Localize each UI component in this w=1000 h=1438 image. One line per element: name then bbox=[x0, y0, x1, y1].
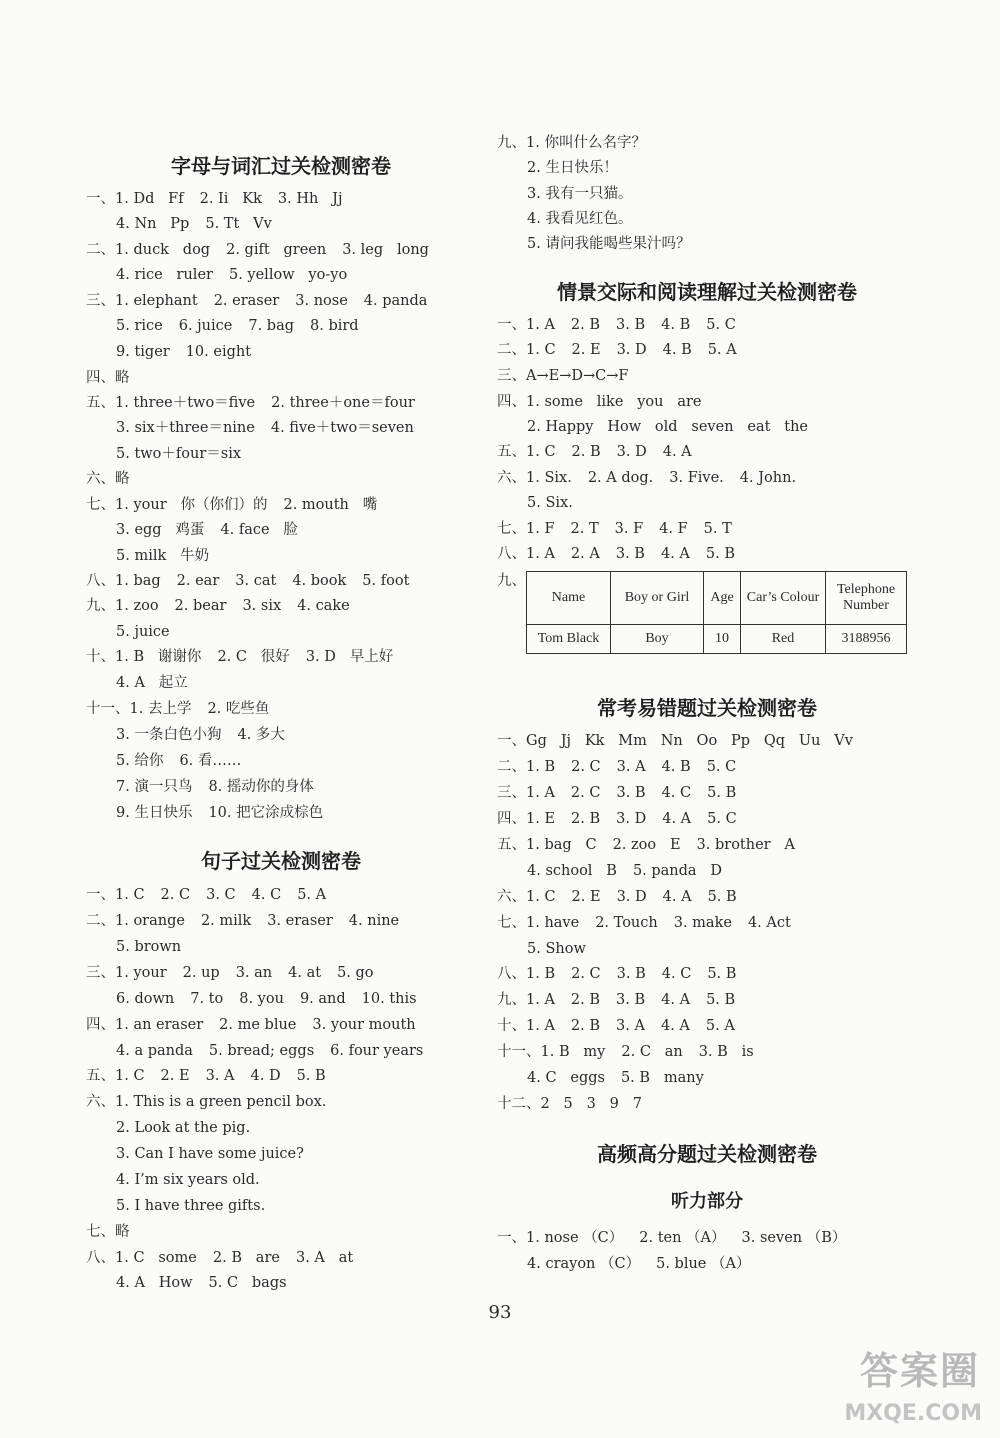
answer-item: 5. bread; eggs bbox=[208, 1043, 315, 1059]
answer-item: 5. go bbox=[337, 965, 374, 981]
answer-item: 8. 摇动你的身体 bbox=[208, 779, 314, 795]
answer-line bbox=[116, 1273, 303, 1293]
answer-line bbox=[497, 442, 708, 462]
answer-item: 2. E bbox=[571, 889, 601, 905]
answer-item: 4. B bbox=[661, 759, 691, 775]
answer-item: 6. down bbox=[116, 991, 175, 1007]
answer-item: 4. I’m six years old. bbox=[116, 1172, 260, 1188]
answer-item: 2. A dog. bbox=[587, 470, 654, 486]
answer-item: 5. foot bbox=[362, 573, 410, 589]
answer-item: 4. C bbox=[661, 966, 692, 982]
table-header-cell: Car’s Colour bbox=[741, 572, 826, 625]
answer-item: 10. 把它涂成棕色 bbox=[208, 805, 324, 821]
answer-item: 3. six＋three＝nine bbox=[116, 420, 255, 436]
answer-line bbox=[527, 209, 648, 229]
answer-item: 4. A bbox=[662, 444, 692, 460]
answer-line bbox=[86, 368, 146, 388]
answer-item: 2. E bbox=[160, 1068, 190, 1084]
answer-line bbox=[116, 214, 288, 234]
answer-item: 4. five＋two＝seven bbox=[270, 420, 414, 436]
answer-item: 十一、1. 去上学 bbox=[86, 701, 192, 717]
answer-item: 2. B bbox=[570, 1018, 601, 1034]
answer-item: 4. Act bbox=[747, 915, 791, 931]
answer-item: 10. eight bbox=[185, 344, 252, 360]
answer-line bbox=[497, 964, 752, 984]
answer-item: 2. bear bbox=[174, 598, 227, 614]
answer-item: 六、略 bbox=[86, 471, 130, 487]
answer-item: 一、1. A bbox=[497, 317, 555, 333]
answer-item: 2. milk bbox=[200, 913, 252, 929]
answer-line bbox=[527, 939, 602, 959]
answer-item: 2. A bbox=[570, 546, 600, 562]
answer-item: 一、Gg Jj Kk Mm Nn Oo Pp Qq Uu Vv bbox=[497, 733, 853, 749]
answer-item: 3. brother A bbox=[696, 837, 795, 853]
answer-item: 4. F bbox=[659, 521, 688, 537]
answer-item: 6. juice bbox=[178, 318, 233, 334]
answer-item: 5. C bags bbox=[208, 1275, 287, 1291]
answer-line bbox=[86, 1222, 146, 1242]
table-cell: 3188956 bbox=[826, 625, 907, 654]
answer-line bbox=[497, 1016, 751, 1036]
answer-line bbox=[116, 546, 225, 566]
answer-item: 5. B bbox=[705, 546, 735, 562]
answer-item: 三、1. A bbox=[497, 785, 555, 801]
answer-line bbox=[86, 240, 445, 260]
answer-item: 十、1. B 谢谢你 bbox=[86, 649, 202, 665]
answer-item: 4. 多大 bbox=[237, 727, 285, 743]
answer-item: 三、A→E→D→C→F bbox=[497, 368, 629, 384]
answer-line bbox=[497, 366, 644, 386]
table-cell: Red bbox=[741, 625, 826, 654]
answer-item: 七、略 bbox=[86, 1224, 130, 1240]
answer-item: 5. panda D bbox=[632, 863, 723, 879]
table-header-row bbox=[527, 572, 907, 625]
answer-line bbox=[527, 1068, 720, 1088]
answer-item: 五、1. three＋two＝five bbox=[86, 395, 256, 411]
answer-item: 3. D bbox=[616, 889, 647, 905]
answer-item: 3. B is bbox=[698, 1044, 754, 1060]
table-cell: 10 bbox=[704, 625, 741, 654]
answer-item: 五、1. C bbox=[86, 1068, 145, 1084]
answer-item: 3. A bbox=[616, 759, 646, 775]
answer-item: 一、1. Dd Ff bbox=[86, 191, 184, 207]
answer-item: 3. B bbox=[616, 317, 646, 333]
answer-item: 3. 一条白色小狗 bbox=[116, 727, 222, 743]
answer-item: 2. Happy How old seven eat the bbox=[527, 419, 808, 435]
answer-item: 4. C eggs bbox=[527, 1070, 605, 1086]
answer-item: 4. C bbox=[661, 785, 692, 801]
answer-line bbox=[86, 393, 431, 413]
answer-item: 5. B bbox=[707, 966, 737, 982]
answer-item: 四、1. E bbox=[497, 811, 556, 827]
answer-item: 3. nose bbox=[295, 293, 348, 309]
answer-line bbox=[86, 911, 415, 931]
answer-item: 5. B bbox=[707, 889, 737, 905]
answer-item: 5. two＋four＝six bbox=[116, 446, 242, 462]
answer-line bbox=[116, 937, 197, 957]
table-cell: Tom Black bbox=[527, 625, 611, 654]
answer-item: 5. A bbox=[297, 887, 327, 903]
answer-item: 2. C an bbox=[621, 1044, 683, 1060]
answer-item: 3. egg 鸡蛋 bbox=[116, 522, 205, 538]
answer-item: 2. B bbox=[571, 811, 601, 827]
answer-item: 2. C 很好 bbox=[217, 649, 290, 665]
answer-item: 8. bird bbox=[310, 318, 359, 334]
answer-item: 6. four years bbox=[330, 1043, 424, 1059]
answer-line bbox=[527, 861, 738, 881]
answer-item: 2. gift green bbox=[226, 242, 327, 258]
answer-line bbox=[116, 418, 430, 438]
answer-line bbox=[116, 1118, 266, 1138]
answer-item: 2. B are bbox=[212, 1250, 280, 1266]
answer-line bbox=[116, 1170, 276, 1190]
answer-item: 一、1. nose （C） bbox=[497, 1230, 624, 1246]
answer-line bbox=[86, 1092, 342, 1112]
answer-item: 4. 我看见红色。 bbox=[527, 211, 633, 227]
answer-line bbox=[86, 963, 390, 983]
answer-item: 七、1. F bbox=[497, 521, 555, 537]
answer-item: 3. B bbox=[616, 966, 646, 982]
answer-item: 3. D bbox=[616, 811, 647, 827]
answer-item: 2. Look at the pig. bbox=[116, 1120, 251, 1136]
answer-item: 十、1. A bbox=[497, 1018, 555, 1034]
section-title: 听力部分 bbox=[671, 1191, 743, 1212]
answer-line bbox=[86, 291, 443, 311]
answer-item: 2. Touch bbox=[595, 915, 658, 931]
answer-line bbox=[86, 189, 358, 209]
section-title: 字母与词汇过关检测密卷 bbox=[171, 154, 391, 178]
answer-item: 五、1. C bbox=[497, 444, 556, 460]
answer-item: 4. at bbox=[288, 965, 322, 981]
answer-line bbox=[116, 265, 363, 285]
table-header-cell: Boy or Girl bbox=[611, 572, 704, 625]
answer-line bbox=[497, 809, 753, 829]
answer-item: 3. D bbox=[616, 342, 647, 358]
answer-item: 2. 吃些鱼 bbox=[207, 701, 270, 717]
section-title: 常考易错题过关检测密卷 bbox=[597, 696, 817, 720]
answer-item: 4. face 脸 bbox=[220, 522, 298, 538]
answer-line bbox=[497, 519, 748, 539]
answer-item: 4. a panda bbox=[116, 1043, 193, 1059]
answer-item: 3. eraser bbox=[267, 913, 333, 929]
answer-item: 4. A bbox=[662, 811, 692, 827]
answer-item: 3. make bbox=[673, 915, 732, 931]
answer-item: 3. A at bbox=[295, 1250, 354, 1266]
answer-item: 八、1. A bbox=[497, 546, 555, 562]
answer-item: 3. F bbox=[614, 521, 644, 537]
answer-item: 2. me blue bbox=[219, 1017, 297, 1033]
answer-item: 4. B bbox=[662, 342, 692, 358]
answer-line bbox=[497, 990, 751, 1010]
answer-item: 2. mouth 嘴 bbox=[283, 497, 378, 513]
answer-item: 八、1. bag bbox=[86, 573, 161, 589]
answer-item: 三、1. your bbox=[86, 965, 167, 981]
answer-item: 二、1. B bbox=[497, 759, 556, 775]
answer-item: 2. C bbox=[160, 887, 191, 903]
answer-item: 5. A bbox=[707, 342, 737, 358]
watermark-logo: 答案圈 bbox=[859, 1349, 980, 1393]
answer-item: 二、1. orange bbox=[86, 913, 185, 929]
answer-line bbox=[116, 803, 339, 823]
answer-item: 九、1. zoo bbox=[86, 598, 159, 614]
answer-line bbox=[497, 340, 753, 360]
answer-item: 三、1. elephant bbox=[86, 293, 198, 309]
answer-item: 5. C bbox=[706, 759, 737, 775]
answer-line bbox=[497, 913, 807, 933]
answer-line bbox=[497, 544, 751, 564]
answer-line bbox=[497, 468, 812, 488]
answer-item: 七、1. have bbox=[497, 915, 580, 931]
answer-item: 4. B bbox=[661, 317, 691, 333]
answer-item: 7. to bbox=[190, 991, 224, 1007]
answer-item: 5. C bbox=[706, 317, 736, 333]
answer-item: 2. C bbox=[571, 759, 601, 775]
answer-item: 4. school B bbox=[527, 863, 617, 879]
answer-item: 4. Nn Pp bbox=[116, 216, 190, 232]
answer-item: 3. A bbox=[205, 1068, 235, 1084]
answer-item: 4. A bbox=[660, 546, 690, 562]
answer-item: 3. B bbox=[615, 546, 645, 562]
table-header-cell: Name bbox=[527, 572, 611, 625]
table-cell: Boy bbox=[611, 625, 704, 654]
answer-item: 五、1. bag C bbox=[497, 837, 597, 853]
answer-item: 9. tiger bbox=[116, 344, 170, 360]
answer-item: 3. seven （B） bbox=[741, 1230, 847, 1246]
answer-item: 十二、2 5 3 9 7 bbox=[497, 1096, 642, 1112]
answer-line bbox=[116, 751, 257, 771]
answer-line bbox=[527, 493, 589, 513]
answer-line bbox=[116, 1144, 320, 1164]
answer-line bbox=[527, 1254, 766, 1274]
answer-line bbox=[86, 647, 409, 667]
answer-item: 10. this bbox=[361, 991, 417, 1007]
answer-line bbox=[116, 777, 330, 797]
watermark-url: MXQE.COM bbox=[844, 1401, 982, 1426]
answer-line bbox=[497, 133, 662, 153]
answer-item: 3. your mouth bbox=[312, 1017, 416, 1033]
answer-item: 5. I have three gifts. bbox=[116, 1198, 266, 1214]
answer-line bbox=[86, 495, 393, 515]
answer-item: 六、1. C bbox=[497, 889, 556, 905]
answer-line bbox=[116, 1041, 439, 1061]
answer-item: 6. 看…… bbox=[179, 753, 242, 769]
section-title: 句子过关检测密卷 bbox=[201, 849, 361, 873]
answer-item: 4. book bbox=[292, 573, 347, 589]
answer-item: 3. B bbox=[616, 992, 646, 1008]
answer-item: 3. leg long bbox=[342, 242, 429, 258]
answer-line bbox=[86, 699, 285, 719]
answer-item: 5. B bbox=[706, 992, 736, 1008]
answer-line bbox=[527, 158, 634, 178]
answer-item: 4. John. bbox=[739, 470, 797, 486]
answer-line bbox=[527, 234, 706, 254]
answer-item: 4. nine bbox=[348, 913, 400, 929]
answer-item: 5. brown bbox=[116, 939, 182, 955]
answer-line bbox=[116, 673, 204, 693]
answer-line bbox=[497, 835, 811, 855]
answer-item: 5. Show bbox=[527, 941, 586, 957]
answer-item: 3. Can I have some juice? bbox=[116, 1146, 304, 1162]
answer-item: 二、1. duck dog bbox=[86, 242, 211, 258]
answer-item: 3. six bbox=[242, 598, 282, 614]
answer-line bbox=[497, 1228, 862, 1248]
answer-item: 4. A bbox=[660, 1018, 690, 1034]
answer-item: 2. T bbox=[570, 521, 599, 537]
answer-line bbox=[497, 1094, 658, 1114]
answer-item: 3. an bbox=[235, 965, 273, 981]
answer-line bbox=[527, 417, 824, 437]
info-table bbox=[526, 571, 907, 654]
answer-item: 3. A bbox=[616, 1018, 645, 1034]
table-label: 九、 bbox=[497, 573, 526, 589]
answer-item: 3. B bbox=[616, 785, 646, 801]
answer-item: 四、1. some like you are bbox=[497, 394, 702, 410]
answer-item: 八、1. B bbox=[497, 966, 556, 982]
answer-item: 2. B bbox=[570, 992, 601, 1008]
answer-item: 九、1. A bbox=[497, 992, 555, 1008]
table-row bbox=[527, 625, 907, 654]
answer-line bbox=[116, 622, 186, 642]
answer-line bbox=[116, 520, 314, 540]
answer-item: 5. milk 牛奶 bbox=[116, 548, 210, 564]
answer-item: 3. 我有一只猫。 bbox=[527, 186, 633, 202]
answer-item: 3. Five. bbox=[669, 470, 724, 486]
page-number: 93 bbox=[488, 1302, 512, 1323]
answer-item: 5. rice bbox=[116, 318, 163, 334]
table-header-cell: Telephone Number bbox=[826, 572, 907, 625]
answer-item: 2. C bbox=[570, 785, 601, 801]
answer-item: 4. A bbox=[662, 889, 692, 905]
answer-line bbox=[116, 1196, 281, 1216]
answer-item: 2. ten （A） bbox=[639, 1230, 726, 1246]
answer-item: 2. Ii Kk bbox=[199, 191, 262, 207]
answer-item: 9. and bbox=[299, 991, 346, 1007]
answer-line bbox=[116, 444, 257, 464]
answer-line bbox=[86, 1066, 342, 1086]
answer-item: 四、1. an eraser bbox=[86, 1017, 204, 1033]
section-title: 高频高分题过关检测密卷 bbox=[597, 1142, 817, 1166]
answer-line bbox=[497, 757, 752, 777]
answer-item: 四、略 bbox=[86, 370, 130, 386]
answer-line bbox=[116, 725, 301, 745]
answer-item: 3. D 早上好 bbox=[305, 649, 394, 665]
answer-line bbox=[527, 184, 648, 204]
answer-line bbox=[497, 315, 752, 335]
answer-item: 5. Tt Vv bbox=[205, 216, 272, 232]
answer-item: 4. cake bbox=[297, 598, 350, 614]
answer-item: 八、1. C some bbox=[86, 1250, 197, 1266]
answer-item: 2. 生日快乐！ bbox=[527, 160, 618, 176]
answer-item: 3. C bbox=[206, 887, 236, 903]
answer-line bbox=[497, 731, 869, 751]
answer-item: 2. three＋one＝four bbox=[271, 395, 415, 411]
answer-item: 九、1. 你叫什么名字？ bbox=[497, 135, 646, 151]
answer-item: 4. A How bbox=[116, 1275, 193, 1291]
answer-item: 5. C bbox=[707, 811, 737, 827]
answer-item: 六、1. Six. bbox=[497, 470, 572, 486]
answer-item: 5. Six. bbox=[527, 495, 573, 511]
answer-item: 二、1. C bbox=[497, 342, 556, 358]
answer-item: 3. D bbox=[616, 444, 647, 460]
answer-item: 5. blue （A） bbox=[656, 1256, 751, 1272]
answer-line bbox=[86, 1015, 432, 1035]
answer-item: 9. 生日快乐 bbox=[116, 805, 193, 821]
answer-item: 7. 演一只鸟 bbox=[116, 779, 193, 795]
answer-item: 4. D bbox=[250, 1068, 281, 1084]
answer-item: 2. C bbox=[571, 966, 601, 982]
answer-item: 5. A bbox=[705, 1018, 735, 1034]
answer-line bbox=[86, 1248, 369, 1268]
answer-item: 5. 给你 bbox=[116, 753, 164, 769]
answer-item: 2. B bbox=[570, 317, 601, 333]
answer-line bbox=[497, 392, 718, 412]
answer-item: 5. B bbox=[296, 1068, 326, 1084]
answer-item: 2. eraser bbox=[213, 293, 280, 309]
answer-item: 2. up bbox=[182, 965, 220, 981]
answer-item: 六、1. This is a green pencil box. bbox=[86, 1094, 327, 1110]
answer-line bbox=[86, 885, 342, 905]
answer-item: 2. ear bbox=[176, 573, 220, 589]
answer-item: 4. panda bbox=[363, 293, 428, 309]
answer-item: 七、1. your 你（你们）的 bbox=[86, 497, 268, 513]
answer-line bbox=[116, 316, 375, 336]
answer-line bbox=[86, 469, 146, 489]
answer-item: 8. you bbox=[239, 991, 284, 1007]
answer-item: 4. C bbox=[251, 887, 282, 903]
answer-item: 5. B many bbox=[620, 1070, 704, 1086]
answer-line bbox=[497, 887, 753, 907]
answer-line bbox=[86, 571, 425, 591]
answer-item: 5. yellow yo-yo bbox=[228, 267, 348, 283]
table-header-cell: Age bbox=[704, 572, 741, 625]
answer-item: 5. T bbox=[703, 521, 732, 537]
answer-item: 3. cat bbox=[235, 573, 277, 589]
answer-item: 十一、1. B my bbox=[497, 1044, 606, 1060]
answer-item: 4. rice ruler bbox=[116, 267, 213, 283]
answer-item: 5. B bbox=[707, 785, 737, 801]
answer-item: 4. crayon （C） bbox=[527, 1256, 641, 1272]
answer-line bbox=[497, 783, 752, 803]
answer-item: 5. juice bbox=[116, 624, 170, 640]
answer-line bbox=[497, 1042, 770, 1062]
answer-item: 4. A 起立 bbox=[116, 675, 188, 691]
answer-item: 7. bag bbox=[248, 318, 294, 334]
section-title: 情景交际和阅读理解过关检测密卷 bbox=[557, 280, 857, 304]
answer-item: 2. E bbox=[571, 342, 601, 358]
answer-item: 5. 请问我能喝些果汁吗？ bbox=[527, 236, 691, 252]
answer-item: 4. A bbox=[661, 992, 691, 1008]
answer-line bbox=[86, 596, 366, 616]
answer-line bbox=[116, 342, 267, 362]
answer-item: 2. B bbox=[571, 444, 601, 460]
answer-line bbox=[116, 989, 433, 1009]
answer-item: 3. Hh Jj bbox=[277, 191, 343, 207]
answer-item: 2. zoo E bbox=[612, 837, 681, 853]
watermark bbox=[806, 1340, 986, 1430]
answer-item: 一、1. C bbox=[86, 887, 145, 903]
